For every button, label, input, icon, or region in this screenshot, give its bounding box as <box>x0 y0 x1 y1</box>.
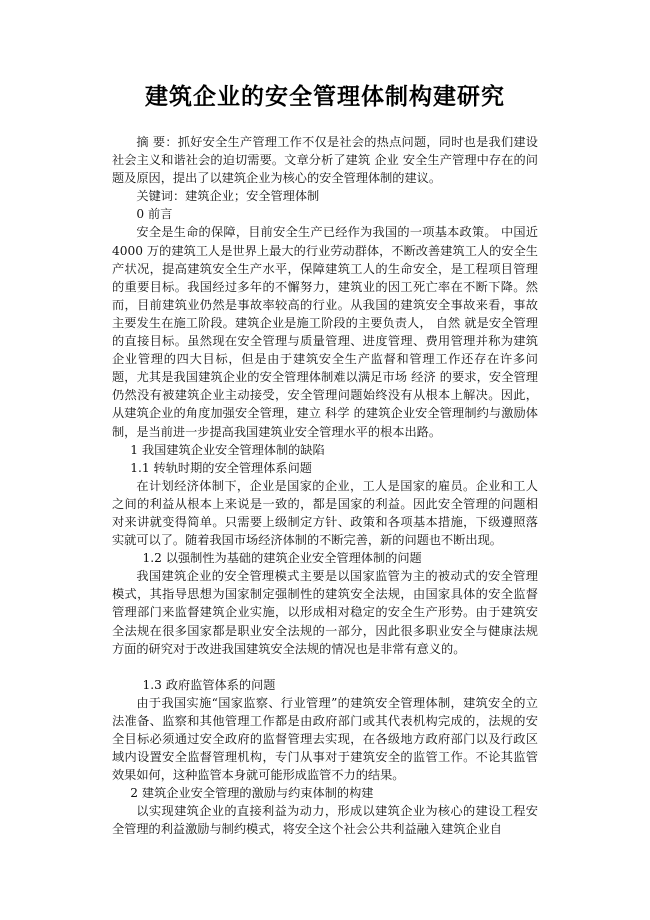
section-1-3-heading: 1.3 政府监管体系的问题 <box>142 677 276 692</box>
section-2-heading: 2 建筑企业安全管理的激励与约束体制的构建 <box>130 786 374 801</box>
document-title: 建筑企业的安全管理体制构建研究 <box>145 84 505 110</box>
section-0-heading: 0 前言 <box>136 207 173 222</box>
section-1-heading: 1 我国建筑企业安全管理体制的缺陷 <box>130 442 325 457</box>
keywords: 关键词：建筑企业；安全管理体制 <box>136 189 320 204</box>
section-1-1-heading: 1.1 转轨时期的安全管理体系问题 <box>130 460 312 475</box>
section-0-paragraph: 安全是生命的保障，目前安全生产已经作为我国的一项基本政策。 中国近 4000 万的建筑工人是世界上最大的行业劳动群体，不断改善建筑工人的安全生产状况，提高建筑安全生产水平，保障建筑工人的生命安全，是工程项目管理的重要目标。我国经过多年的不懈努力，建筑业的因工死亡率在不断下降。然而，目前建筑业仍然是事故率较高的行业。从我国的建筑安全事故来看，事故主要发生在施工阶段。建筑企业是施工阶段的主要负责人， 自然 就是安全管理的直接目标。虽然现在安全管理与质量管理、进度管理、费用管理并称为建筑企业管理的四大目标，但是由于建筑安全生产监督和管理工作还存在许多问题，尤其是我国建筑企业的安全管理体制难以满足市场 经济 的要求，安全管理仍然没有被建筑企业主动接受，安全管理问题始终没有从根本上解决。因此，从建筑企业的角度加强安全管理，建立 科学 的建筑企业安全管理制约与激励体制，是当前进一步提高我国建筑业安全管理水平的根本出路。 <box>112 225 538 439</box>
section-2-paragraph: 以实现建筑企业的直接利益为动力，形成以建筑企业为核心的建设工程安全管理的利益激励与制约模式，将安全这个社会公共利益融入建筑企业自 <box>112 804 538 837</box>
section-1-3-paragraph: 由于我国实施“国家监察、行业管理”的建筑安全管理体制，建筑安全的立法准备、监察和其他管理工作都是由政府部门或其代表机构完成的，法规的安全目标必须通过安全政府的监督管理去实现，在各级地方政府部门以及行政区域内设置安全监督管理机构，专门从事对于建筑安全的监管工作。不论其监管效果如何，这种监管本身就可能形成监管不力的结果。 <box>112 695 538 783</box>
section-1-2-paragraph: 我国建筑企业的安全管理模式主要是以国家监管为主的被动式的安全管理模式，其指导思想为国家制定强制性的建筑安全法规，由国家具体的安全监督管理部门来监督建筑企业实施，以形成相对稳定的安全生产形势。由于建筑安全法规在很多国家都是职业安全法规的一部分，因此很多职业安全与健康法规方面的研究对于改进我国建筑安全法规的情况也是非常有意义的。 <box>112 569 538 656</box>
section-1-2-heading: 1.2 以强制性为基础的建筑企业安全管理体制的问题 <box>142 551 422 566</box>
section-1-1-paragraph: 在计划经济体制下，企业是国家的企业，工人是国家的雇员。企业和工人之间的利益从根本上来说是一致的，都是国家的利益。因此安全管理的问题相对来讲就变得简单。只需要上级制定方针、政策和各项基本措施，下级遵照落实就可以了。随着我国市场经济体制的不断完善，新的问题也不断出现。 <box>112 478 538 548</box>
abstract: 摘 要：抓好安全生产管理工作不仅是社会的热点问题，同时也是我们建设社会主义和谐社会的迫切需要。文章分析了建筑 企业 安全生产管理中存在的问题及原因，提出了以建筑企业为核心的安全管理体制的建议。 <box>112 135 538 186</box>
